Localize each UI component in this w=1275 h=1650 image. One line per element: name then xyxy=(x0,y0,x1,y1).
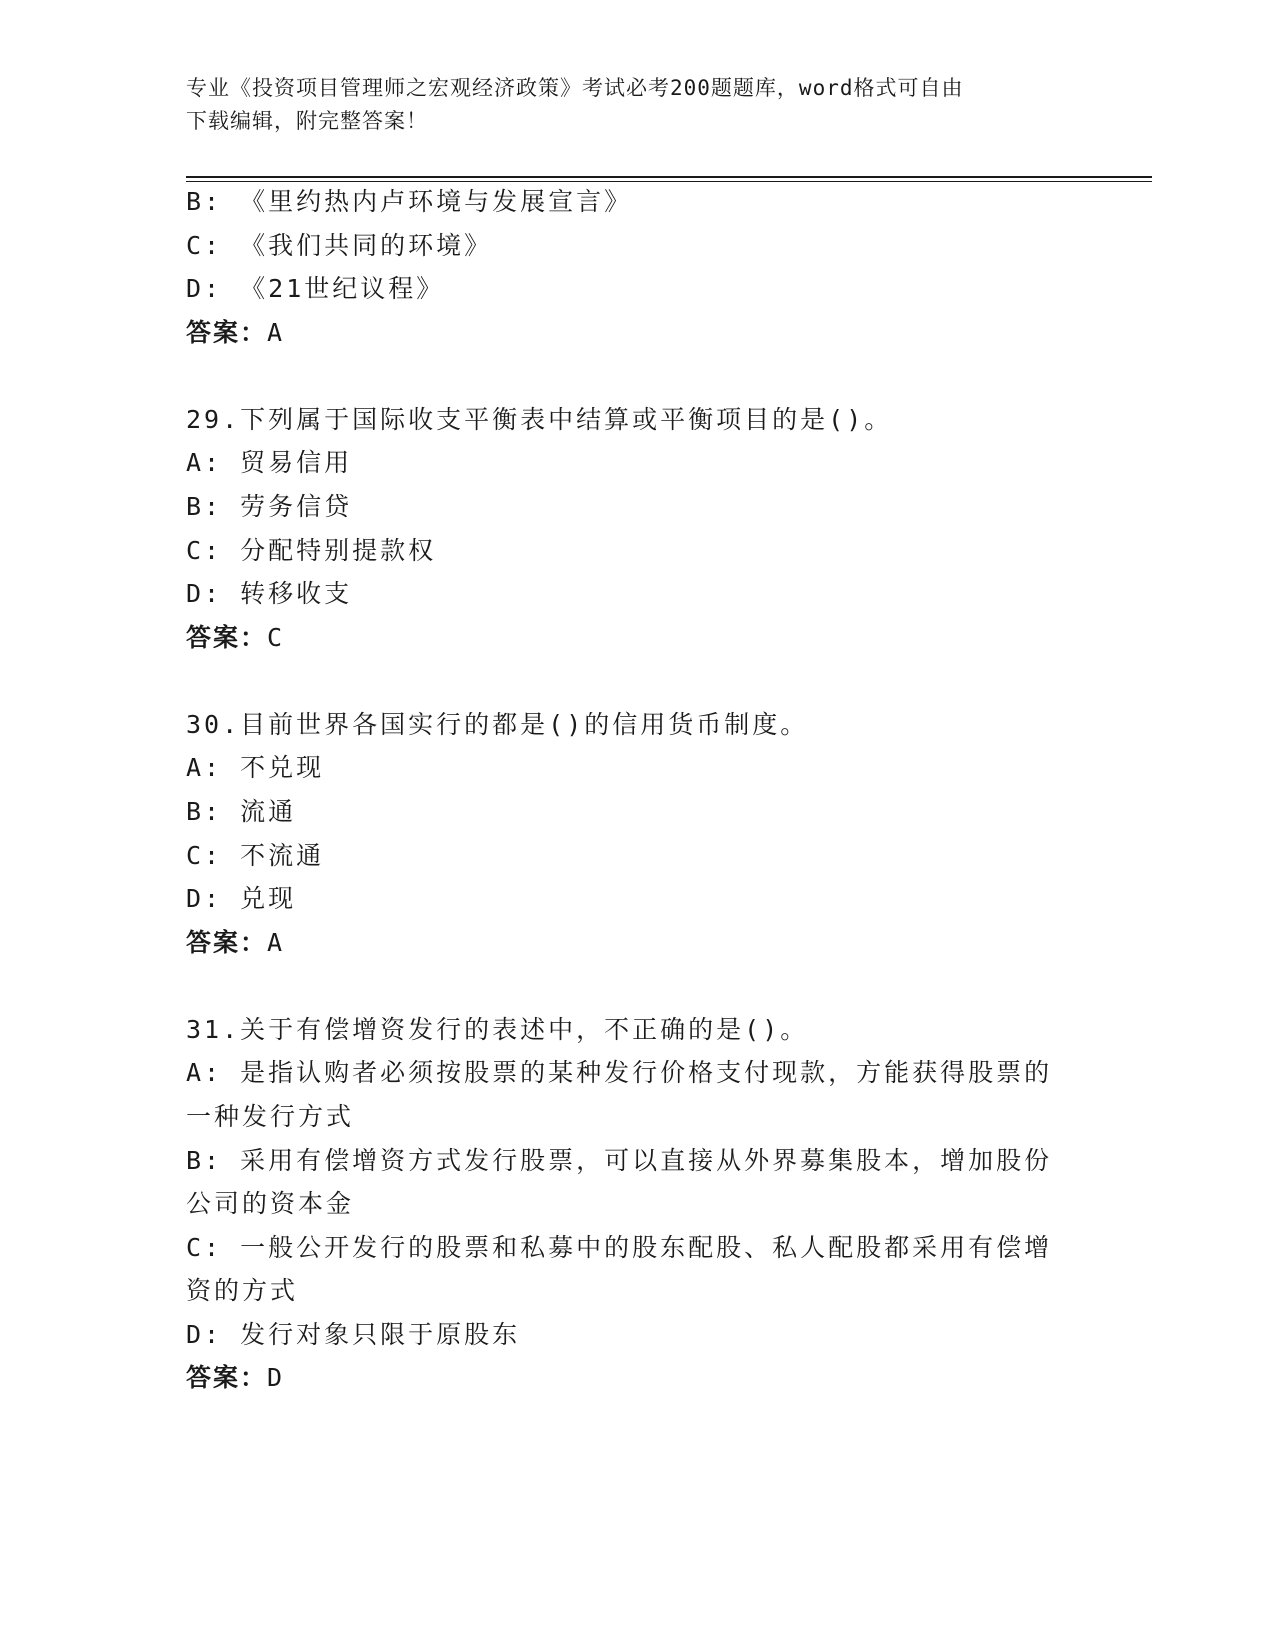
q30-answer xyxy=(186,927,284,959)
q30-option-d: D: 兑现 xyxy=(186,884,297,913)
q28-option-c: C: 《我们共同的环境》 xyxy=(186,231,493,260)
q30-option-c: C: 不流通 xyxy=(186,841,325,870)
header-divider-thin xyxy=(186,181,1152,182)
q31-question: 31.关于有偿增资发行的表述中，不正确的是()。 xyxy=(186,1015,809,1044)
q31-option-a-line-1: A: 是指认购者必须按股票的某种发行价格支付现款，方能获得股票的 xyxy=(186,1058,1053,1087)
q31-option-c-line-1: C: 一般公开发行的股票和私募中的股东配股、私人配股都采用有偿增 xyxy=(186,1233,1053,1262)
answer-value: C xyxy=(267,623,285,652)
q29-answer xyxy=(186,622,284,654)
q31-answer xyxy=(186,1362,284,1394)
answer-value: D xyxy=(267,1363,285,1392)
q31-option-b-line-2: 公司的资本金 xyxy=(186,1189,355,1218)
q31-option-c-line-2: 资的方式 xyxy=(186,1276,299,1305)
document-header xyxy=(186,72,1086,138)
q30-option-b: B: 流通 xyxy=(186,797,297,826)
q30-question: 30.目前世界各国实行的都是()的信用货币制度。 xyxy=(186,710,809,739)
answer-label: 答案： xyxy=(186,928,268,957)
answer-label: 答案： xyxy=(186,318,268,347)
q29-option-b: B: 劳务信贷 xyxy=(186,492,353,521)
header-divider-thick xyxy=(186,176,1152,178)
q28-option-b: B: 《里约热内卢环境与发展宣言》 xyxy=(186,187,633,216)
q29-option-d: D: 转移收支 xyxy=(186,579,353,608)
answer-value: A xyxy=(267,318,285,347)
q31-option-a-line-2: 一种发行方式 xyxy=(186,1102,355,1131)
q28-answer xyxy=(186,317,284,349)
q31-option-d: D: 发行对象只限于原股东 xyxy=(186,1320,521,1349)
answer-value: A xyxy=(267,928,285,957)
q31-option-b-line-1: B: 采用有偿增资方式发行股票，可以直接从外界募集股本，增加股份 xyxy=(186,1146,1053,1175)
q28-option-d: D: 《21世纪议程》 xyxy=(186,274,445,303)
q30-option-a: A: 不兑现 xyxy=(186,753,325,782)
header-line-2: 下载编辑，附完整答案！ xyxy=(186,109,428,133)
answer-label: 答案： xyxy=(186,1363,268,1392)
header-line-1: 专业《投资项目管理师之宏观经济政策》考试必考200题题库，word格式可自由 xyxy=(186,76,964,100)
q29-question: 29.下列属于国际收支平衡表中结算或平衡项目的是()。 xyxy=(186,405,893,434)
answer-label: 答案： xyxy=(186,623,268,652)
q29-option-a: A: 贸易信用 xyxy=(186,448,353,477)
q29-option-c: C: 分配特别提款权 xyxy=(186,536,437,565)
